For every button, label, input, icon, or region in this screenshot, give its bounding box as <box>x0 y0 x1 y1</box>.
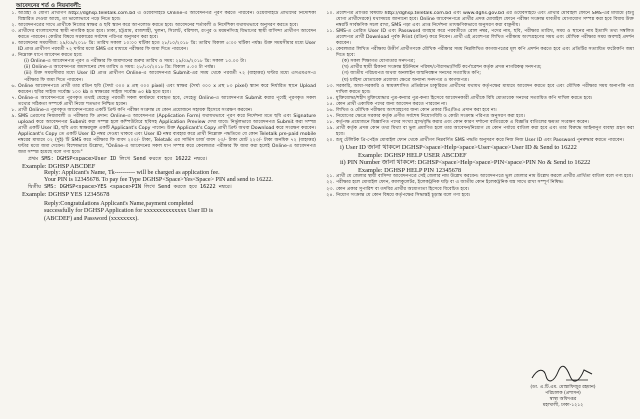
signer-org-1: স্বাস্থ্য অধিদপ্তর <box>549 397 577 402</box>
left-item-number: ৩. <box>11 29 16 35</box>
right-item-text: SMS-এ প্রেরিত User ID এবং Password ব্যবহার করে পরবর্তীতে রোল নম্বর, পদের নাম, ছবি, পরীক্ষার তারিখ, সময় ও স্থানের নাম ইত্যাদি তথ্য সম্বলিত প্রবেশপত্র প্রার্থী Download পূর্বক Print (রঙিন) করে নিবেন। প্রার্থী এই প্রবেশপত্র লিখিত পরীক্ষায় অংশগ্রহণের সময় এবং মৌখিক পরীক্ষার সময় অবশ্যই প্রদর্শন করবেন। <box>336 29 634 47</box>
left-item-number: ৫. <box>11 53 16 59</box>
right-tail-item-text: কোন প্রকার সুপারিশ বা তদবির প্রার্থীর অযোগ্যতা হিসেবে বিবেচিত হবে। <box>336 186 470 192</box>
left-item-number: ৭. <box>11 95 16 101</box>
left-item-number: ৪. <box>11 41 16 47</box>
recover-pin-line: ii) PIN Number জানা থাকলে: DGHSP<space>Help<space>PIN<space>PIN No & Send to 16222 <box>340 159 591 167</box>
right-tail-items <box>324 174 634 198</box>
left-item-text: আবেদনের সময়সীমা: ২৯/০৯/২০১৮ খ্রি: তারিখ সকাল ১০:০০ ঘটিকা হতে ২৮/১০/২০১৮ খ্রি: তারিখ বিকাল ৫:০০ ঘটিকা পর্যন্ত। উক্ত সময়সীমার মধ্যে User ID প্রাপ্ত প্রার্থীগণ পরবর্তী ৭২ ঘণ্টার মধ্যে SMS এর মাধ্যমে পরীক্ষার ফি জমা দিতে পারবেন। <box>18 41 316 53</box>
left-item-text: প্রার্থী Online-এ পূরণকৃত আবেদনপত্রের একটি প্রিন্ট কপি পরীক্ষা সংক্রান্ত যে কোন প্রয়োজনে সহায়ক হিসেবে সংরক্ষণ করবেন। <box>18 107 253 113</box>
right-item <box>324 84 634 96</box>
left-item-number: ১. <box>11 11 16 16</box>
left-item-text: আগ্রহী ও যোগ্য প্রার্থীগণ http://dghsp.teletalk.com.bd এ ওয়েবসাইটে Online-এ আবেদনপত্র পূরণ করতে পারবেন। ওয়েবসাইটে প্রার্থীদের নির্দেশিকা বিস্তারিত দেওয়া আছে, তা ভালোভাবে পড়ে নিতে হবে। <box>18 11 316 23</box>
first-sms-label: প্রথম SMS: DGHSP<space>User ID লিখে Send করতে হবে 16222 নম্বরে। <box>28 156 207 163</box>
notice-header: আবেদনের শর্ত ও নিয়মাবলী: <box>16 3 82 9</box>
right-item-number: ১০. <box>326 11 334 16</box>
sms-example-2: Example: DGHSP YES 12345678 <box>22 190 110 198</box>
right-tail-item-number: ২৩. <box>326 186 334 192</box>
right-item-text: (গ) জাতীয় পরিচয়পত্র অথবা অনলাইন জন্মনিবন্ধন সনদের সত্যায়িত কপি; <box>342 71 482 77</box>
left-item-text: Online আবেদনপত্রে প্রার্থী তার রঙিন ছবি (দৈর্ঘ্য ৩০০ x প্রস্থ ৩০০ pixel) এবং স্বাক্ষর (দৈর্ঘ্য ৩০০ x প্রস্থ ৮০ pixel) স্ক্যান করে নির্ধারিত স্থানে Upload করবেন। ছবির সাইজ সর্বোচ্চ ১০০ kb ও স্বাক্ষরের সাইজ সর্বোচ্চ ৬০ kb হতে হবে। <box>18 83 316 95</box>
right-item-text: কর্তৃপক্ষ প্রয়োজনে বিজ্ঞাপিত পদের সংখ্যা হ্রাস/বৃদ্ধি করার এবং কোন কারণ দর্শানো ব্যতিরেকে এ বিজ্ঞপ্তি বাতিলের ক্ষমতা সংরক্ষণ করেন। <box>336 119 590 125</box>
left-item <box>6 11 316 23</box>
right-item <box>324 11 634 29</box>
right-tail-item-text: প্রার্থী যে জেলার স্থায়ী বাসিন্দা আবেদনপত্রে সেই জেলার নাম উল্লেখ করবেন। আবেদনপত্রে ভুল জেলার নাম উল্লেখ করলে প্রার্থীর প্রার্থিতা বাতিল বলে গণ্য হবে। <box>336 174 633 180</box>
right-item-number: ১৮. <box>326 119 334 125</box>
right-item-text: নিয়োগের ক্ষেত্রে সরকার কর্তৃক প্রণীত সর্বশেষ নিয়োগবিধি ও কোটা সংক্রান্ত পরিপত্র অনুসরণ করা হবে। <box>336 113 525 119</box>
right-item-text: (খ) প্রার্থীর স্থায়ী ঠিকানা সংক্রান্ত ইউনিয়ন পরিষদ/পৌরসভা/সিটি কর্পোরেশন কর্তৃক প্রদত্ত নাগরিকত্ব সনদপত্র; <box>342 65 542 71</box>
right-item-text: শুধু টেলিটক প্রি-পেইড মোবাইল ফোন থেকে প্রার্থীগণ নিম্নবর্ণিত SMS পদ্ধতি অনুসরণ করে নিজ নিজ User ID এবং Password পুনরুদ্ধার করতে পারবেন। <box>336 137 624 143</box>
left-item <box>6 96 316 108</box>
left-item-text: প্রার্থীদের বাংলাদেশের স্থায়ী নাগরিক হতে হবে। ঢাকা, চট্টগ্রাম, রাজশাহী, খুলনা, সিলেট, বরিশাল, রংপুর ও ময়মনসিংহ বিভাগের স্থায়ী বাসিন্দা প্রার্থীগণ আবেদন করতে পারবেন। কোটার বিষয়ে সরকারের সর্বশেষ পরিপত্র অনুসরণ করা হবে। <box>18 29 316 41</box>
left-item-number <box>12 71 24 83</box>
sms-reply-2-line-2: successfully for DGHSP Application for xxxxxxxxxxxxxx User ID is <box>44 208 214 215</box>
left-item-number: ৯. <box>11 113 16 119</box>
sms-example-1: Example: DGHSP ABCDEF <box>22 162 96 170</box>
right-item-number: ১১. <box>326 29 334 35</box>
right-item-text: সরকারি, আধা-সরকারি ও স্বায়ত্তশাসিত প্রতিষ্ঠানে চাকুরিরত প্রার্থীদের যথাযথ কর্তৃপক্ষের মাধ্যমে আবেদন করতে হবে এবং মৌখিক পরীক্ষার সময় অনাপত্তি পত্র দাখিল করতে হবে। <box>336 83 634 95</box>
left-item <box>6 84 316 96</box>
right-tail-item-number: ২২. <box>326 180 334 186</box>
left-item <box>6 29 316 41</box>
sms-instructions <box>6 156 316 222</box>
left-item-number: ৮. <box>11 107 16 113</box>
left-item <box>6 114 316 156</box>
left-items <box>6 11 316 156</box>
signature-block <box>508 364 618 409</box>
right-item-text: কেবলমাত্র লিখিত পরীক্ষায় উত্তীর্ণ প্রার্থীগণকে মৌখিক পরীক্ষার সময় নিম্নলিখিত কাগজপত্রের মূল কপি প্রদর্শন করতে হবে এবং প্রতিটির সত্যায়িত ফটোকপি জমা দিতে হবে: <box>336 47 634 59</box>
left-item <box>6 41 316 53</box>
right-item-number: ১৫. <box>326 101 334 107</box>
right-item <box>324 29 634 47</box>
right-item-text: (ঘ) চাহিদা মোতাবেক প্রযোজ্য ক্ষেত্রে অন্যান্য সনদপত্র ও কাগজপত্র। <box>342 77 469 83</box>
right-item-number: ১৯. <box>326 125 334 131</box>
right-tail-item-number: ২১. <box>326 174 334 180</box>
right-item-text: প্রবেশপত্র প্রাপ্তির বিষয়টি http://dghsp.teletalk.com.bd এবং www.dghs.gov.bd এর ওয়েবসাইটে এবং প্রার্থীর মোবাইল ফোনে SMS-এর মাধ্যমে (শুধু যোগ্য প্রার্থীদেরকে) যথাসময়ে জানানো হবে। Online আবেদনপত্রে প্রার্থীর প্রদত্ত মোবাইল ফোনে পরীক্ষা সংক্রান্ত যাবতীয় যোগাযোগ সম্পন্ন করা হবে বিধায় উক্ত নম্বরটি সার্বক্ষণিক সচল রাখা, SMS পড়া এবং প্রাপ্ত নির্দেশনা তাৎক্ষণিকভাবে অনুসরণ করা বাঞ্ছনীয়। <box>336 11 634 29</box>
right-item-number: ১৬. <box>326 107 334 113</box>
right-item-text: লিখিত ও মৌখিক পরীক্ষায় অংশগ্রহণের জন্য কোন প্রকার টিএ/ডিএ প্রদান করা হবে না। <box>336 107 497 113</box>
sms-reply-1-line-2: Your PIN is 12345678. To pay fee Type DGHSP<Space>Yes<Space> PIN and send to 16222. <box>44 177 273 184</box>
right-item-text: কোন প্রার্থী একাধিক পদের জন্য আবেদন করতে পারবেন না। <box>336 101 448 107</box>
signer-name: (ডা. এ.টি.এম. মোস্তাফিজুর রহমান) <box>530 385 596 390</box>
left-item-text: নিম্নোক্ত ধাপে আবেদন করতে হবে: <box>18 53 83 59</box>
signer-org-2: মহাখালী, ঢাকা-১২১২ <box>542 403 584 408</box>
left-item-text: Online-এ আবেদনপত্রে পূরণকৃত তথ্যই যেহেতু পরবর্তী সকল কার্যক্রমে ব্যবহৃত হবে, সেহেতু Online-এ আবেদনপত্র Submit করার পূর্বেই পূরণকৃত সকল তথ্যের সঠিকতা সম্পর্কে প্রার্থী নিজে শতভাগ নিশ্চিত হবেন। <box>18 95 316 107</box>
left-item-text: (iii) উক্ত সময়সীমার মধ্যে User ID প্রাপ্ত প্রার্থীগণ Online-এ আবেদনপত্র Submit-এর সময় থেকে পরবর্তী ৭২ (বাহাত্তর) ঘণ্টার মধ্যে এসএমএস-এ পরীক্ষার ফি জমা দিতে পারবেন। <box>24 71 316 83</box>
right-item <box>324 47 634 59</box>
sms-reply-2-line-3: (ABCDEF) and Password (xxxxxxxx). <box>44 215 139 222</box>
right-item-text: মুক্তিযোদ্ধা/শহীদ মুক্তিযোদ্ধার পুত্র-কন্যার পুত্র-কন্যা হিসেবে আবেদনকারী প্রার্থীকে বিধি মোতাবেক সনদের সত্যায়িত কপি দাখিল করতে হবে। <box>336 95 593 101</box>
right-item <box>324 126 634 138</box>
recover-userid-line: i) User ID জানা থাকলে DGHSP<space>Help<space>User<space>User ID & Send to 16222 <box>340 144 577 152</box>
right-tail-item-number: ২৪. <box>326 192 334 198</box>
right-item-number: ১৩. <box>326 83 334 89</box>
left-item-number: ২. <box>11 23 16 29</box>
right-item-text: (ক) সকল শিক্ষাগত যোগ্যতার সনদপত্র; <box>342 59 416 65</box>
right-items <box>324 11 634 144</box>
recovery-instructions <box>324 144 634 174</box>
recover-userid-example: Example: DGHSP HELP USER ABCDEF <box>358 151 467 159</box>
right-tail-item-text: পরীক্ষার হলে মোবাইল ফোন, ক্যালকুলেটর, ইলেকট্রনিক ঘড়ি বা এ জাতীয় কোন ইলেকট্রনিক যন্ত্র সাথে রাখা সম্পূর্ণ নিষিদ্ধ। <box>336 180 564 186</box>
right-tail-item <box>324 193 634 199</box>
right-column <box>324 11 634 419</box>
right-item-text: প্রার্থী কর্তৃক প্রদত্ত কোন তথ্য মিথ্যা বা ভুল প্রমাণিত হলে তার আবেদন/নিয়োগ যে কোন পর্যায়ে বাতিল করা হবে এবং তার বিরুদ্ধে আইনানুগ ব্যবস্থা গ্রহণ করা হবে। <box>336 125 634 137</box>
signer-title: পরিচালক (প্রশাসন) <box>545 391 581 396</box>
left-item-number: ৬. <box>11 83 16 89</box>
sms-reply-1-line-1: Reply: Applicant's Name, Tk---------- will be charged as application fee. <box>44 170 220 177</box>
left-item <box>6 71 316 83</box>
right-item-number: ২০. <box>326 137 334 143</box>
left-column <box>6 11 316 419</box>
right-item-number: ১৭. <box>326 113 334 119</box>
right-item-number: ১৪. <box>326 95 334 101</box>
left-item-text: আবেদনপত্রের সাথে প্রার্থীকে নিজের স্বাক্ষর ও ছবি স্ক্যান করে আপলোড করতে হবে। আবেদনের শর্তাবলী ও নির্দেশিকা যথাযথভাবে অনুসরণ করতে হবে। <box>18 23 299 29</box>
right-tail-item-text: নিয়োগ সংক্রান্ত যে কোন বিষয়ে কর্তৃপক্ষের সিদ্ধান্তই চূড়ান্ত বলে গণ্য হবে। <box>336 192 471 198</box>
signature-mark <box>528 364 598 384</box>
second-sms-label: দ্বিতীয় SMS: DGHSP<space>YES <space>PIN লিখে Send করতে হবে 16222 নম্বরে। <box>28 184 232 191</box>
right-item-number: ১২. <box>326 47 334 53</box>
sms-reply-2-line-1: Reply:Congratulations Applicant's Name,payment completed <box>44 201 194 208</box>
recover-pin-example: Example: DGHSP HELP PIN 12345678 <box>358 166 462 174</box>
left-item-text: SMS প্রেরণের নিয়মাবলী ও পরীক্ষার ফি প্রদান: Online-এ আবেদনপত্র (Application Form) যথাযথভাবে পূরণ করে নির্দেশনা মতে ছবি এবং Signature upload করে আবেদনপত্র Submit করা সম্পন্ন হলে কম্পিউটারে ছবিসহ Application Preview দেখা যাবে। নির্ভুলভাবে আবেদনপত্র Submit করা সম্পন্ন প্রার্থী একটি User ID, ছবি এবং স্বাক্ষরযুক্ত একটি Applicant's Copy পাবেন। উক্ত Applicant's Copy প্রার্থী প্রিন্ট অথবা Download করে সংরক্ষণ করবেন। Applicant's Copy তে একটি User ID নম্বর দেওয়া থাকবে এবং User ID নম্বর ব্যবহার করে প্রার্থী নিম্নোক্ত পদ্ধতিতে যে কোন Teletalk pre-paid mobile নম্বরের মাধ্যমে ০২ (দুই) টি SMS করে পরীক্ষার ফি বাবদ ২০০/- টাকা, Teletalk এর সার্ভিস চার্জ বাবদ ২৩/- টাকা মোট ২২৩/- টাকা অনধিক ৭২ (বাহাত্তর) ঘণ্টার মধ্যে জমা দেবেন। বিশেষভাবে উল্লেখ্য, "Online-এ আবেদনের সকল ধাপ সম্পন্ন করে কেবলমাত্র পরীক্ষার ফি জমা করা হলেই Online-এ আবেদনপত্র জমা সম্পন্ন হয়েছে বলে গণ্য হবে।" <box>18 113 316 156</box>
left-item-text: (ii) Online-এ আবেদনপত্র জমাদানের শেষ তারিখ ও সময়: ২৮/১০/২০১৮ খ্রি: বিকাল ৫.০০ টা পর্যন্ত। <box>24 65 216 71</box>
left-item-text: (i) Online-এ আবেদনপত্র পূরণ ও পরীক্ষার ফি জমাদানের শুরুর তারিখ ও সময়: ২৯/০৯/২০১৮ খ্রি: সকাল ১০.০০ টা। <box>24 59 246 65</box>
